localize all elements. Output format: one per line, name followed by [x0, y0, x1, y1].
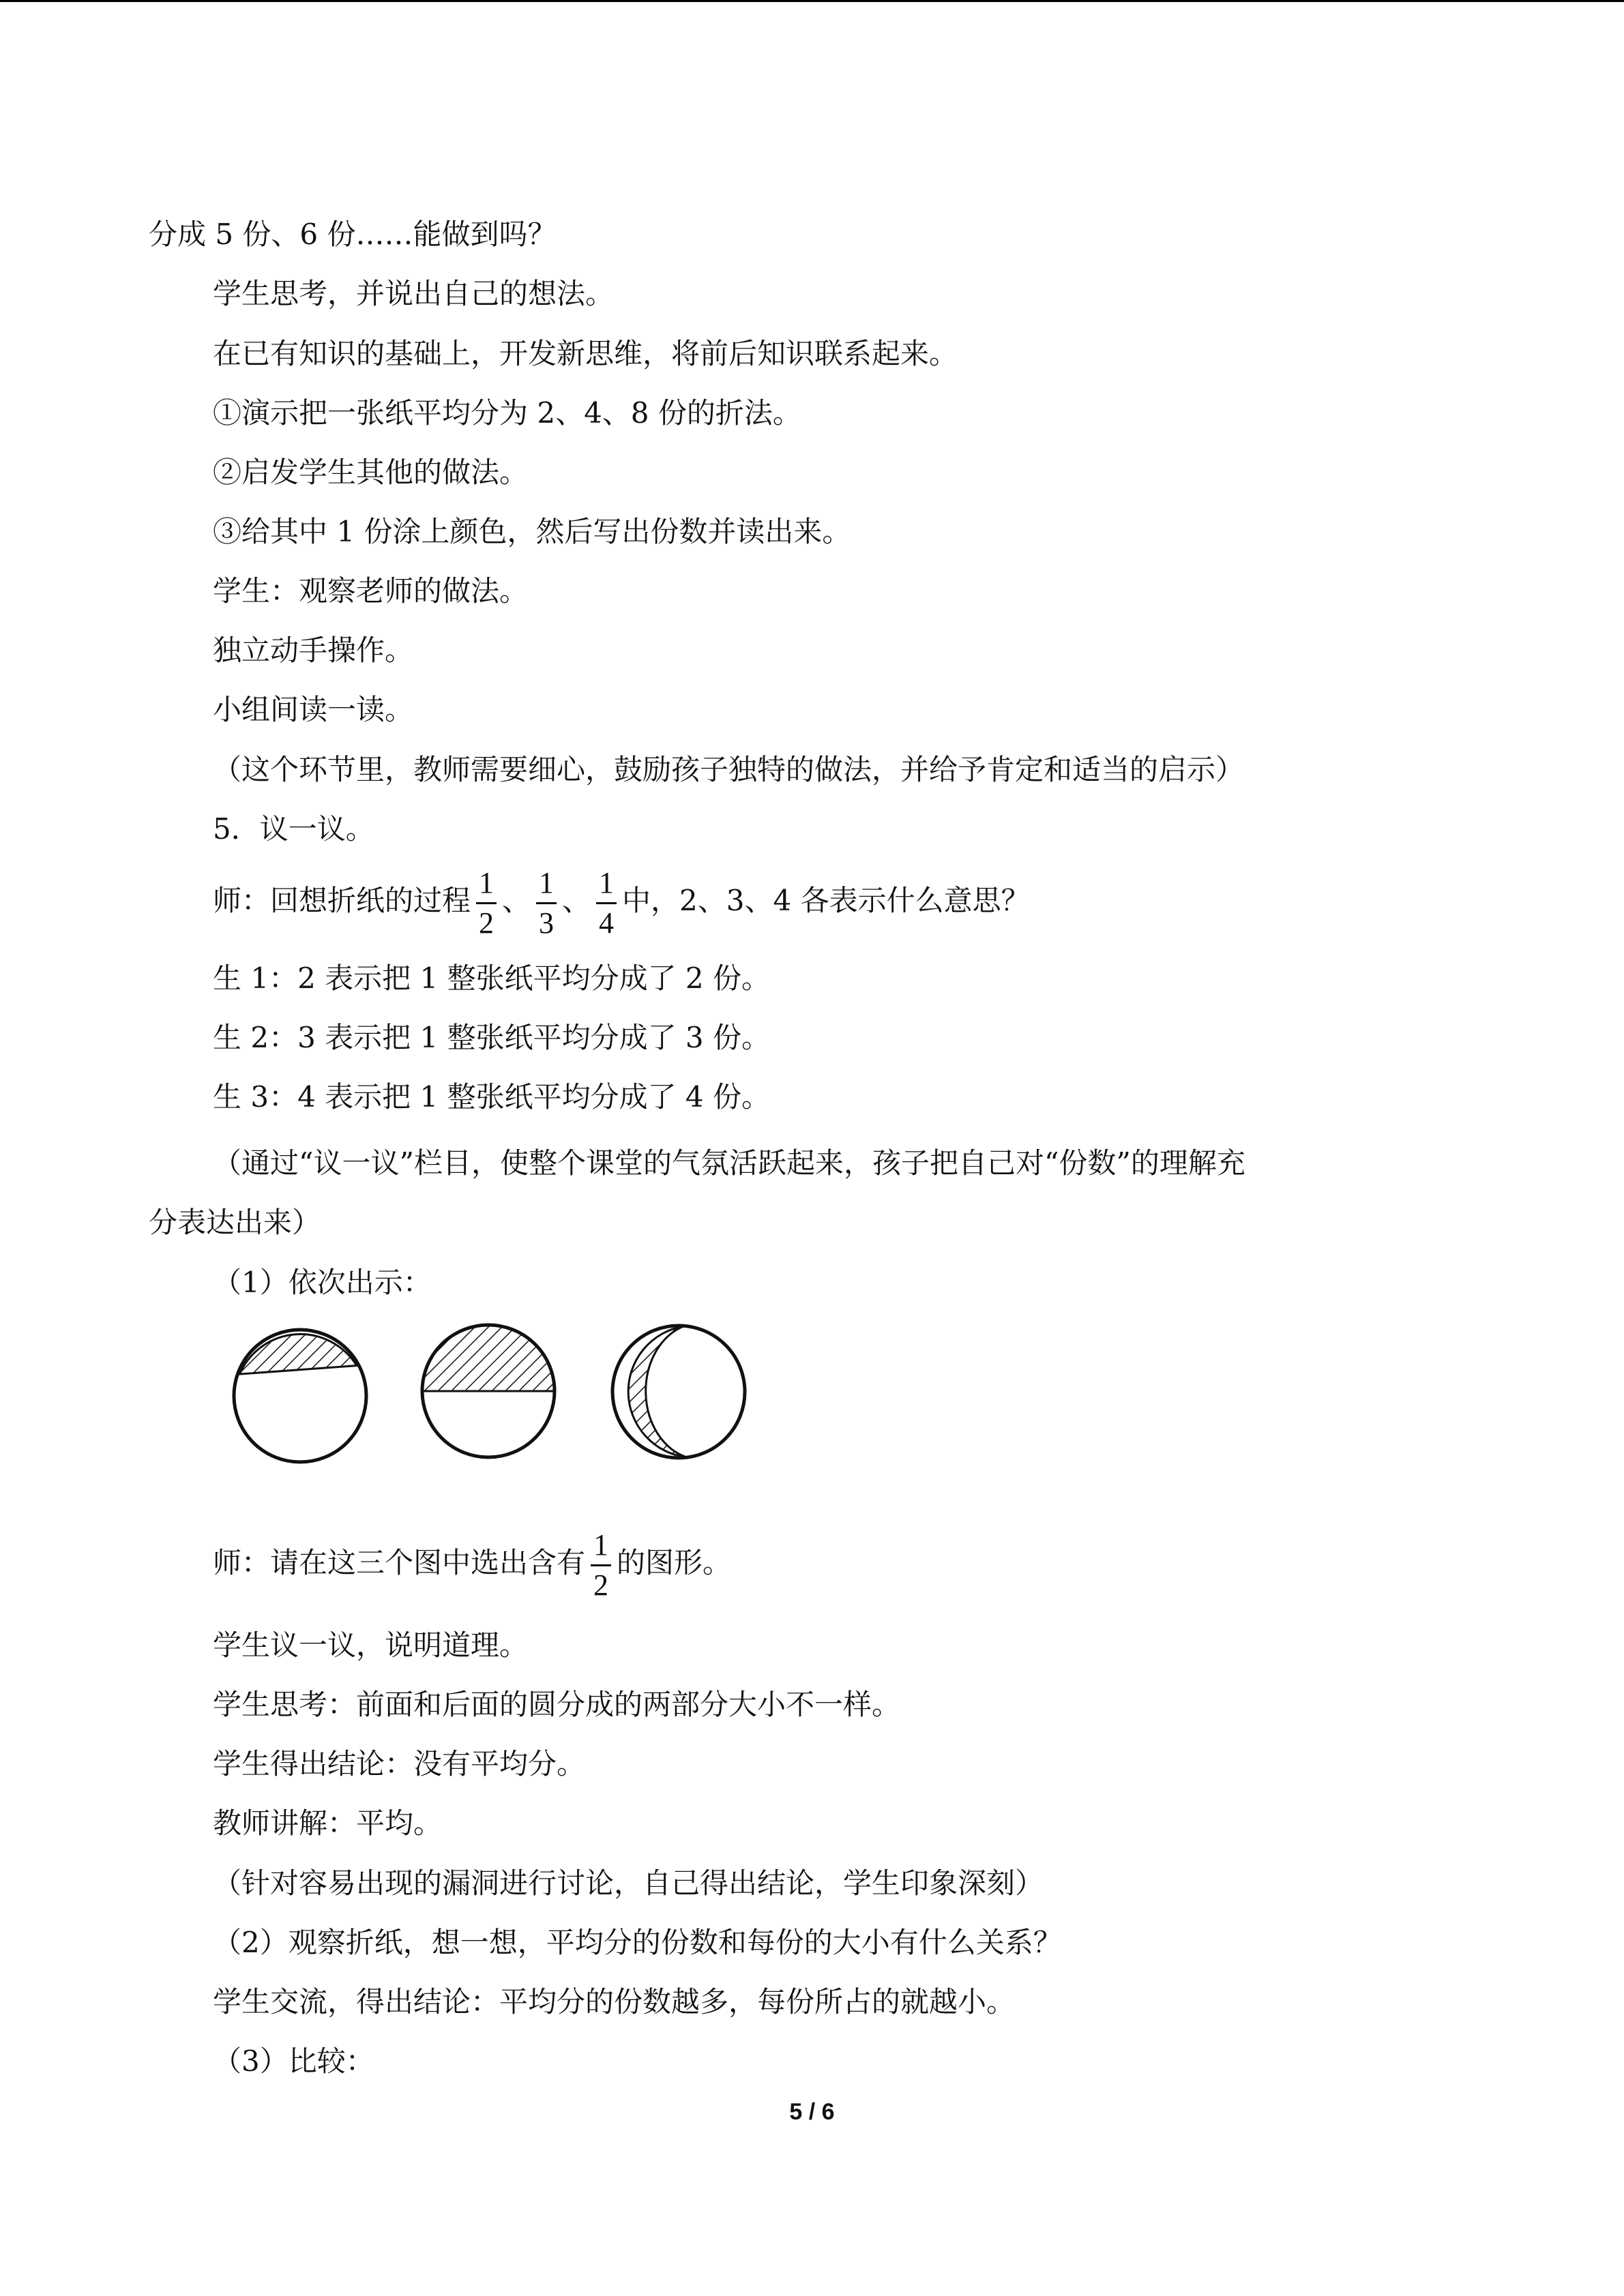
text-line: ①演示把一张纸平均分为 2、4、8 份的折法。 [213, 396, 801, 430]
circle-half-top [422, 1325, 555, 1457]
text-line: 独立动手操作。 [213, 633, 414, 667]
fraction-numerator: 1 [591, 1530, 611, 1566]
fraction-numerator: 1 [476, 868, 497, 904]
circle-figures [225, 1320, 757, 1476]
text-line: 学生议一议，说明道理。 [213, 1628, 529, 1662]
text-line: 在已有知识的基础上，开发新思维，将前后知识联系起来。 [213, 337, 958, 370]
fraction-one-quarter [596, 865, 617, 940]
text-line: 学生：观察老师的做法。 [213, 574, 529, 608]
fraction-one-half [591, 1527, 611, 1602]
fraction-denominator: 2 [479, 906, 494, 940]
fraction-one-third [536, 865, 557, 940]
text-line: ③给其中 1 份涂上颜色，然后写出份数并读出来。 [213, 515, 851, 548]
fraction-denominator: 3 [539, 906, 555, 940]
text-line: （通过“议一议”栏目，使整个课堂的气氛活跃起来，孩子把自己对“份数”的理解充 [213, 1146, 1245, 1180]
text-line: 5．议一议。 [213, 812, 374, 846]
top-border-line [0, 0, 1624, 2]
question-fractions-line [213, 863, 1030, 938]
fraction-numerator: 1 [536, 868, 557, 904]
text-line: 生 2：3 表示把 1 整张纸平均分成了 3 份。 [213, 1021, 770, 1054]
text-line: （1）依次出示： [213, 1266, 432, 1299]
text-line: 小组间读一读。 [213, 693, 414, 726]
circle-unequal-left [612, 1326, 745, 1458]
text-line: 学生思考，并说出自己的想法。 [213, 277, 615, 310]
text-line: （2）观察折纸，想一想，平均分的份数和每份的大小有什么关系？ [213, 1926, 1062, 1959]
text-span: 、 [562, 884, 591, 917]
text-line: ②启发学生其他的做法。 [213, 456, 529, 489]
text-line: 学生得出结论：没有平均分。 [213, 1747, 586, 1780]
text-line: 学生思考：前面和后面的圆分成的两部分大小不一样。 [213, 1688, 901, 1721]
text-line: （3）比较： [213, 2044, 374, 2078]
text-span: 的图形。 [617, 1546, 732, 1579]
text-span: 、 [502, 884, 531, 917]
text-line: 教师讲解：平均。 [213, 1806, 443, 1840]
text-span: 中，2、3、4 各表示什么意思？ [622, 884, 1030, 917]
text-span: 师：请在这三个图中选出含有 [213, 1546, 586, 1579]
text-line: 分成 5 份、6 份……能做到吗？ [149, 218, 557, 251]
text-line: （这个环节里，教师需要细心，鼓励孩子独特的做法，并给予肯定和适当的启示） [213, 753, 1245, 786]
page-number: 5 / 6 [789, 2099, 835, 2125]
fraction-denominator: 2 [593, 1568, 609, 1602]
text-line: 学生交流，得出结论：平均分的份数越多，每份所占的就越小。 [213, 1985, 1016, 2018]
text-line: （针对容易出现的漏洞进行讨论，自己得出结论，学生印象深刻） [213, 1866, 1044, 1900]
text-line: 生 3：4 表示把 1 整张纸平均分成了 4 份。 [213, 1080, 770, 1114]
question-half-line [213, 1522, 731, 1604]
text-line: 生 1：2 表示把 1 整张纸平均分成了 2 份。 [213, 961, 770, 995]
circle-unequal-top [234, 1330, 366, 1462]
fraction-one-half [476, 865, 497, 940]
text-span: 师：回想折纸的过程 [213, 884, 471, 917]
text-line: 分表达出来） [149, 1206, 321, 1239]
fraction-numerator: 1 [596, 868, 617, 904]
fraction-denominator: 4 [599, 906, 615, 940]
